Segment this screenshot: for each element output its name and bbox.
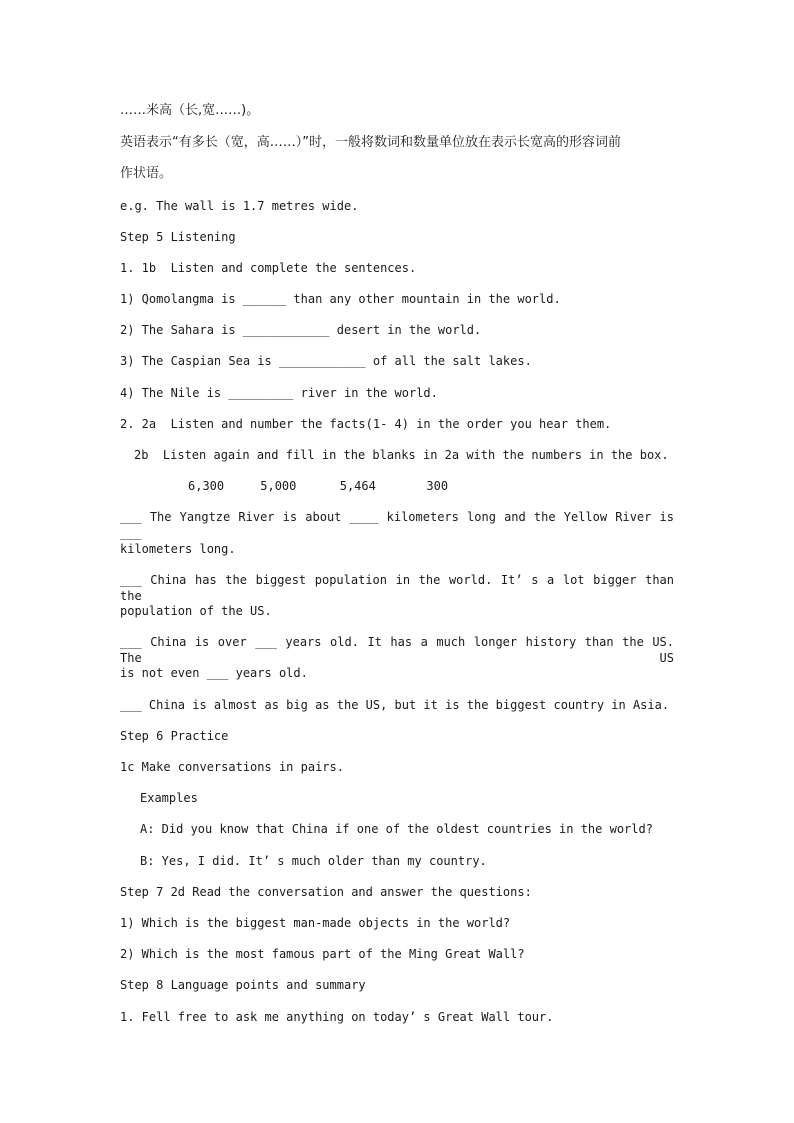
dialogue-line: A: Did you know that China if one of the oldest countries in the world? <box>140 822 653 836</box>
exercise-item: 3) The Caspian Sea is ____________ of all the salt lakes. <box>120 354 532 368</box>
examples-label: Examples <box>140 791 198 805</box>
step-heading: Step 6 Practice <box>120 729 229 743</box>
number-box: 6,300 5,000 5,464 300 <box>188 479 449 493</box>
step-heading: Step 5 Listening <box>120 230 236 244</box>
step-heading: Step 8 Language points and summary <box>120 978 366 992</box>
fact-item: ___ China has the biggest population in the world. It’ s a lot bigger than the <box>120 573 674 603</box>
text-line: ……米高（长,宽……)。 <box>120 103 260 118</box>
exercise-item: 4) The Nile is _________ river in the world. <box>120 386 438 400</box>
text-line: 2b Listen again and fill in the blanks in 2a with the numbers in the box. <box>134 448 669 462</box>
example-line: e.g. The wall is 1.7 metres wide. <box>120 199 359 213</box>
text-line: 作状语。 <box>120 166 173 181</box>
fact-item-cont: kilometers long. <box>120 542 236 556</box>
fact-item: ___ China is almost as big as the US, but it is the biggest country in Asia. <box>120 698 670 712</box>
fact-item-cont: population of the US. <box>120 604 272 618</box>
fact-item: ___ China is over ___ years old. It has a much longer history than the US. The US <box>120 635 674 665</box>
fact-item-cont: is not even ___ years old. <box>120 666 308 680</box>
text-line: 英语表示“有多长（宽，高……）”时，一般将数词和数量单位放在表示长宽高的形容词前 <box>120 135 621 150</box>
question-item: 1) Which is the biggest man-made objects in the world? <box>120 916 511 930</box>
step-heading: Step 7 2d Read the conversation and answer the questions: <box>120 885 532 899</box>
fact-item: ___ The Yangtze River is about ____ kilometers long and the Yellow River is ___ <box>120 510 674 540</box>
text-line: 1. Fell free to ask me anything on today’ s Great Wall tour. <box>120 1010 554 1024</box>
question-item: 2) Which is the most famous part of the Ming Great Wall? <box>120 947 525 961</box>
dialogue-line: B: Yes, I did. It’ s much older than my country. <box>140 854 487 868</box>
exercise-item: 1) Qomolangma is ______ than any other mountain in the world. <box>120 292 561 306</box>
text-line: 1c Make conversations in pairs. <box>120 760 344 774</box>
text-line: 2. 2a Listen and number the facts(1- 4) in the order you hear them. <box>120 417 612 431</box>
text-line: 1. 1b Listen and complete the sentences. <box>120 261 417 275</box>
exercise-item: 2) The Sahara is ____________ desert in the world. <box>120 323 482 337</box>
